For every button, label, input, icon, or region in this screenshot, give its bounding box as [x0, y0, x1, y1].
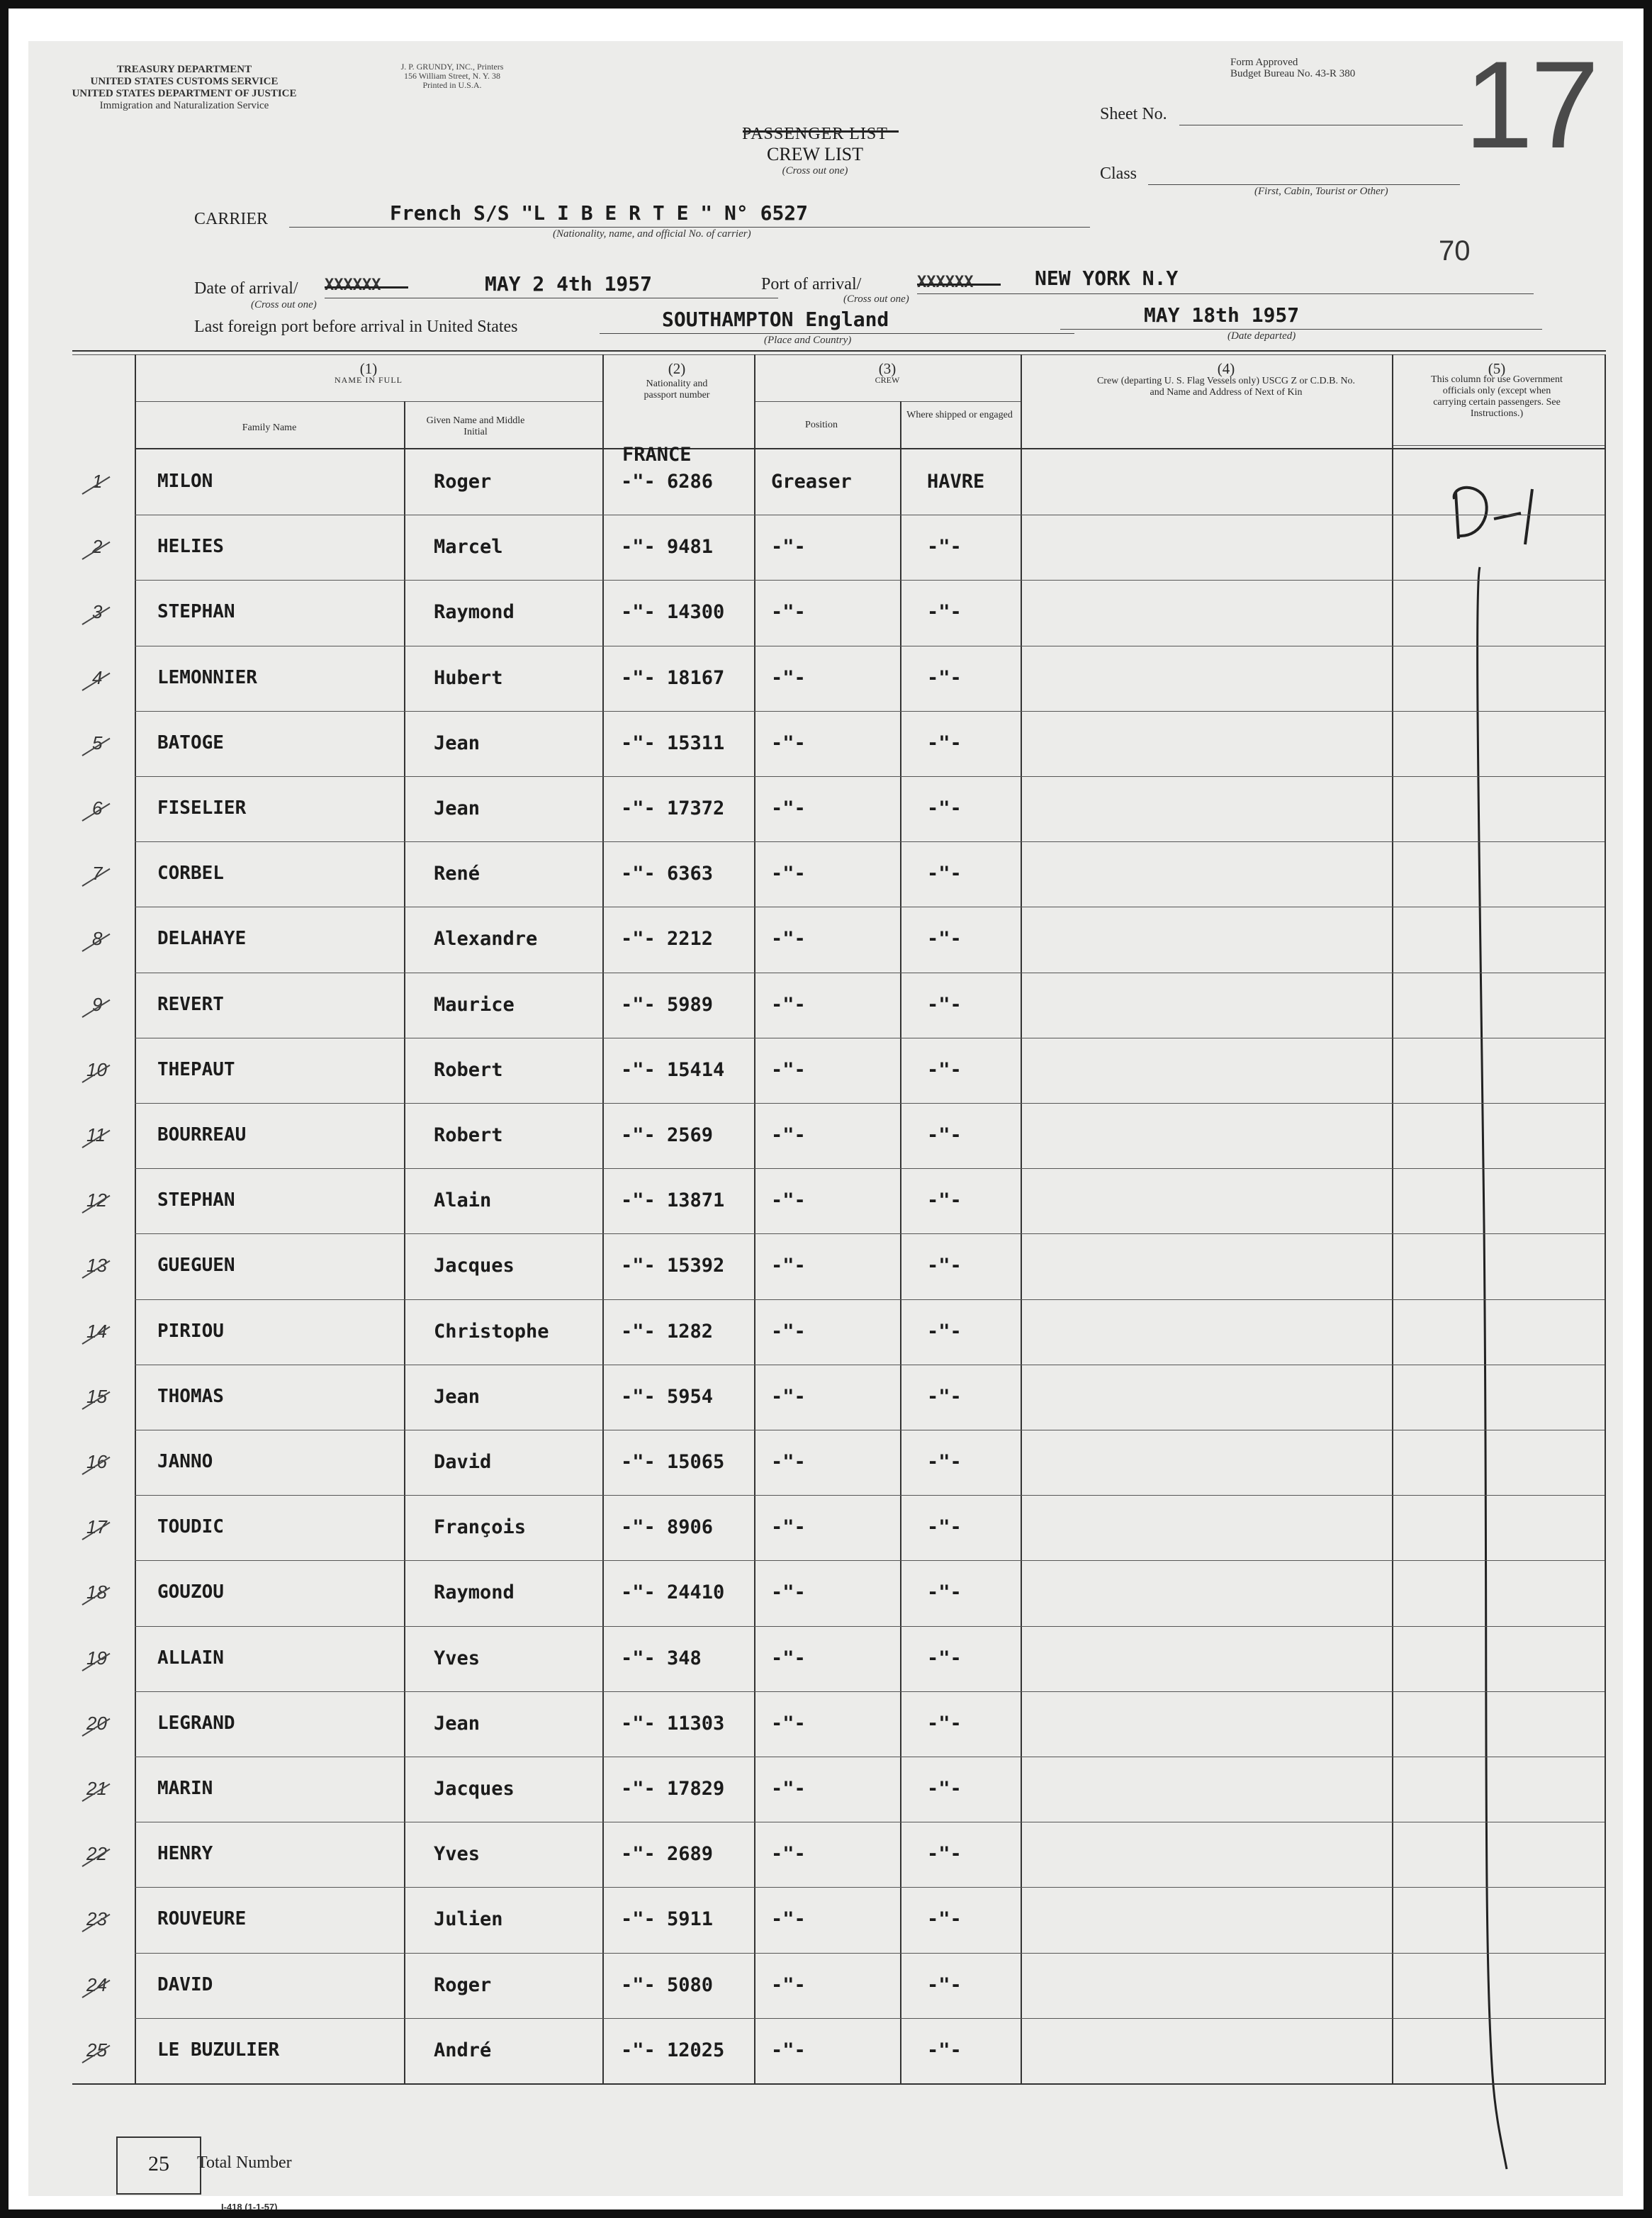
class-rule — [1148, 184, 1460, 185]
family-name-header: Family Name — [242, 422, 297, 433]
column-divider — [1392, 354, 1393, 2083]
form-approved-line: Budget Bureau No. 43-R 380 — [1230, 68, 1356, 79]
cell-given: Yves — [434, 1647, 481, 1669]
column-divider — [900, 401, 901, 2083]
row-number: 18 — [86, 1581, 107, 1603]
cell-passport: -"- 13871 — [621, 1189, 725, 1212]
row-number: 6 — [92, 797, 103, 819]
col1-title: NAME IN FULL — [335, 375, 403, 385]
carrier-rule — [289, 227, 1090, 228]
cell-given: Jacques — [434, 1778, 515, 1800]
cell-family: HELIES — [157, 536, 224, 558]
cell-given: Marcel — [434, 536, 503, 559]
cell-position: -"- — [771, 993, 806, 1016]
table-bottom-rule — [72, 2083, 1606, 2085]
cell-position: -"- — [771, 1124, 806, 1146]
cell-passport: -"- 17372 — [621, 797, 725, 819]
port-arrival-label: Port of arrival/ — [761, 275, 862, 293]
row-number: 24 — [86, 1973, 107, 1995]
row-divider — [135, 1691, 1605, 1692]
row-number: 11 — [86, 1124, 106, 1146]
column-divider — [1021, 354, 1022, 2083]
class-caption: (First, Cabin, Tourist or Other) — [1254, 186, 1388, 197]
cell-passport: -"- 2569 — [621, 1124, 714, 1146]
col3-title: CREW — [875, 375, 900, 385]
cell-given: Jean — [434, 1712, 481, 1735]
cell-passport: -"- 9481 — [621, 536, 714, 559]
table-top-rule — [72, 354, 1606, 355]
row-number: 15 — [86, 1385, 107, 1407]
row-divider — [135, 1626, 1605, 1627]
row-divider — [135, 1233, 1605, 1234]
cell-shipped: -"- — [927, 1320, 962, 1343]
cell-family: MILON — [157, 471, 213, 492]
printer-line: 156 William Street, N. Y. 38 — [404, 71, 500, 81]
cell-family: DAVID — [157, 1973, 213, 1995]
agency-line: UNITED STATES CUSTOMS SERVICE — [90, 76, 279, 87]
cell-shipped: HAVRE — [927, 471, 985, 493]
list-type-struck: PASSENGER LIST — [742, 125, 888, 143]
departed-rule — [1060, 329, 1542, 330]
cell-shipped: -"- — [927, 863, 962, 885]
column-divider — [602, 354, 604, 2083]
agency-line: UNITED STATES DEPARTMENT OF JUSTICE — [72, 88, 297, 99]
total-box — [116, 2136, 201, 2195]
cell-position: -"- — [771, 1255, 806, 1277]
cell-position: -"- — [771, 928, 806, 951]
cell-position: -"- — [771, 1451, 806, 1473]
agency-line: TREASURY DEPARTMENT — [116, 64, 252, 75]
col4-header — [1021, 360, 1432, 398]
cell-position: -"- — [771, 1843, 806, 1866]
cell-family: ROUVEURE — [157, 1908, 247, 1930]
cell-given: David — [434, 1451, 492, 1473]
page-number: 17 — [1464, 36, 1597, 174]
cell-shipped: -"- — [927, 1843, 962, 1866]
official-mark-long-line — [1478, 567, 1507, 2169]
cell-given: André — [434, 2039, 492, 2061]
cell-passport: -"- 17829 — [621, 1778, 725, 1800]
cell-given: Julien — [434, 1908, 503, 1931]
cell-passport: -"- 15311 — [621, 732, 725, 754]
form-code: I-418 (1-1-57) — [221, 2202, 278, 2212]
cell-passport: -"- 6363 — [621, 863, 714, 885]
cell-position: -"- — [771, 732, 806, 754]
col3-number: (3) — [878, 360, 897, 377]
departed-value: MAY 18th 1957 — [1144, 303, 1300, 327]
cell-family: HENRY — [157, 1843, 213, 1865]
col2-title: Nationality and passport number — [644, 379, 710, 401]
header-subrule — [754, 401, 1021, 402]
cell-position: -"- — [771, 1908, 806, 1931]
cell-passport: -"- 1282 — [621, 1320, 714, 1343]
official-mark-dash — [1494, 513, 1521, 519]
row-divider — [135, 2018, 1605, 2019]
col5-number: (5) — [1488, 360, 1506, 377]
row-number: 23 — [86, 1908, 107, 1930]
cell-given: Yves — [434, 1843, 481, 1866]
cell-passport: -"- 5989 — [621, 993, 714, 1016]
row-number: 3 — [92, 601, 103, 623]
row-number: 13 — [86, 1255, 107, 1277]
cell-passport: -"- 12025 — [621, 2039, 725, 2061]
cell-family: GOUZOU — [157, 1581, 224, 1603]
date-arrival-value: MAY 2 4th 1957 — [485, 272, 653, 296]
cell-family: ALLAIN — [157, 1647, 224, 1669]
cell-passport: -"- 6286 — [621, 471, 714, 493]
row-number: 17 — [86, 1516, 107, 1538]
port-arrival-strikethrough — [917, 284, 1001, 286]
cell-position: -"- — [771, 1058, 806, 1081]
total-value: 25 — [148, 2152, 169, 2175]
date-arrival-caption: (Cross out one) — [251, 299, 317, 310]
cell-position: -"- — [771, 1516, 806, 1539]
cell-shipped: -"- — [927, 536, 962, 559]
cell-family: JANNO — [157, 1451, 213, 1472]
cell-passport: -"- 348 — [621, 1647, 702, 1669]
carrier-value: French S/S "L I B E R T E " N° 6527 — [390, 201, 809, 225]
cell-family: PIRIOU — [157, 1320, 224, 1342]
cell-passport: -"- 15414 — [621, 1058, 725, 1081]
date-arrival-struck: XXXXXX — [325, 276, 381, 294]
cell-shipped: -"- — [927, 732, 962, 754]
row-number: 25 — [86, 2039, 107, 2061]
cell-shipped: -"- — [927, 1908, 962, 1931]
cross-out-caption: (Cross out one) — [782, 165, 848, 177]
row-divider — [135, 776, 1605, 777]
row-divider — [135, 841, 1605, 842]
col5-title: This column for use Government officials only (except when carrying certain passengers. See Instructions.) — [1431, 374, 1563, 419]
row-number: 5 — [92, 732, 103, 754]
extra-number: 70 — [1439, 235, 1471, 267]
cell-given: Jacques — [434, 1255, 515, 1277]
row-number: 2 — [92, 536, 103, 558]
date-arrival-label: Date of arrival/ — [194, 279, 298, 298]
cell-shipped: -"- — [927, 1385, 962, 1408]
cell-shipped: -"- — [927, 2039, 962, 2061]
port-arrival-value: NEW YORK N.Y — [1035, 267, 1179, 290]
cell-given: Raymond — [434, 601, 515, 624]
cell-position: -"- — [771, 1385, 806, 1408]
cell-family: STEPHAN — [157, 1189, 235, 1211]
cell-family: LEGRAND — [157, 1712, 235, 1734]
column-divider — [135, 354, 136, 2083]
cell-passport: -"- 15065 — [621, 1451, 725, 1473]
cell-position: -"- — [771, 863, 806, 885]
cell-passport: -"- 2212 — [621, 928, 714, 951]
row-number: 19 — [86, 1647, 107, 1669]
cell-passport: -"- 5954 — [621, 1385, 714, 1408]
official-mark-one — [1525, 489, 1532, 544]
column-divider — [1605, 354, 1606, 2083]
cell-given: Alexandre — [434, 928, 538, 951]
header-bottom-rule — [135, 448, 1605, 449]
row-divider — [135, 1560, 1605, 1561]
col4-title: Crew (departing U. S. Flag Vessels only) USCG Z or C.D.B. No. and Name and Address of Next of Kin — [1096, 376, 1356, 398]
column-divider — [754, 354, 755, 2083]
agency-header — [57, 64, 312, 112]
cell-passport: -"- 14300 — [621, 601, 725, 624]
cell-given: Alain — [434, 1189, 492, 1212]
cell-family: BOURREAU — [157, 1124, 247, 1146]
crew-list-form — [28, 36, 1623, 2212]
sheet-label: Sheet No. — [1100, 105, 1167, 123]
row-divider — [135, 711, 1605, 712]
printer-info — [374, 62, 530, 90]
cell-shipped: -"- — [927, 797, 962, 819]
cell-given: Roger — [434, 1973, 492, 1996]
cell-family: CORBEL — [157, 863, 224, 885]
cell-position: -"- — [771, 1712, 806, 1735]
cell-shipped: -"- — [927, 993, 962, 1016]
cell-shipped: -"- — [927, 1124, 962, 1146]
row-divider — [135, 1168, 1605, 1169]
cell-given: Raymond — [434, 1581, 515, 1604]
cell-given: Hubert — [434, 666, 503, 689]
row-number: 16 — [86, 1451, 107, 1472]
column-divider — [404, 401, 405, 2083]
row-number: 20 — [86, 1712, 107, 1734]
cell-position: -"- — [771, 1581, 806, 1604]
last-port-rule — [600, 333, 1074, 334]
row-number: 14 — [86, 1320, 107, 1342]
table-top-rule — [72, 350, 1606, 352]
col4-number: (4) — [1217, 360, 1235, 377]
cell-shipped: -"- — [927, 666, 962, 689]
cell-family: DELAHAYE — [157, 928, 247, 950]
cell-family: BATOGE — [157, 732, 224, 754]
cell-given: Jean — [434, 797, 481, 819]
last-port-caption: (Place and Country) — [764, 335, 852, 346]
cell-given: Christophe — [434, 1320, 549, 1343]
position-header: Position — [805, 420, 838, 430]
cell-family: THOMAS — [157, 1385, 224, 1407]
row-number: 1 — [92, 471, 103, 492]
cell-family: GUEGUEN — [157, 1255, 235, 1277]
agency-line: Immigration and Naturalization Service — [99, 100, 269, 111]
cell-position: -"- — [771, 601, 806, 624]
cell-shipped: -"- — [927, 1778, 962, 1800]
cell-position: -"- — [771, 536, 806, 559]
cell-passport: -"- 15392 — [621, 1255, 725, 1277]
cell-shipped: -"- — [927, 1058, 962, 1081]
cell-shipped: -"- — [927, 1189, 962, 1212]
cell-passport: -"- 2689 — [621, 1843, 714, 1866]
row-number: 22 — [86, 1843, 107, 1865]
printer-line: Printed in U.S.A. — [422, 80, 482, 90]
cell-family: LE BUZULIER — [157, 2039, 280, 2061]
col5-header — [1405, 360, 1589, 420]
cell-shipped: -"- — [927, 1516, 962, 1539]
cell-position: -"- — [771, 2039, 806, 2061]
row-divider — [135, 1953, 1605, 1954]
departed-caption: (Date departed) — [1227, 330, 1296, 342]
cell-family: THEPAUT — [157, 1058, 235, 1080]
cell-position: -"- — [771, 1647, 806, 1669]
list-type-block — [730, 125, 900, 177]
total-label: Total Number — [197, 2153, 292, 2172]
cell-passport: -"- 18167 — [621, 666, 725, 689]
cell-family: TOUDIC — [157, 1516, 224, 1538]
cell-shipped: -"- — [927, 1581, 962, 1604]
given-name-header: Given Name and Middle Initial — [426, 415, 525, 437]
cell-given: Maurice — [434, 993, 515, 1016]
cell-position: -"- — [771, 1320, 806, 1343]
cell-family: STEPHAN — [157, 601, 235, 623]
cell-family: LEMONNIER — [157, 666, 257, 688]
cell-shipped: -"- — [927, 1255, 962, 1277]
col3-header — [754, 360, 1021, 386]
col1-header — [135, 360, 602, 386]
date-arrival-strikethrough — [325, 286, 408, 289]
cell-passport: -"- 5080 — [621, 1973, 714, 1996]
form-approved — [1230, 57, 1415, 79]
where-shipped-header: Where shipped or engaged — [906, 410, 1013, 420]
cell-passport: -"- 5911 — [621, 1908, 714, 1931]
cell-position: Greaser — [771, 471, 852, 493]
cell-position: -"- — [771, 1189, 806, 1212]
printer-line: J. P. GRUNDY, INC., Printers — [400, 62, 504, 72]
cell-shipped: -"- — [927, 1647, 962, 1669]
cell-given: Robert — [434, 1058, 503, 1081]
row-number: 21 — [86, 1778, 107, 1799]
row-number: 4 — [92, 666, 103, 688]
cell-given: René — [434, 863, 481, 885]
col2-number: (2) — [668, 360, 686, 377]
cell-shipped: -"- — [927, 1712, 962, 1735]
cell-passport: -"- 24410 — [621, 1581, 725, 1604]
cell-family: FISELIER — [157, 797, 247, 819]
cell-passport: -"- 11303 — [621, 1712, 725, 1735]
cell-passport: -"- 8906 — [621, 1516, 714, 1539]
official-mark — [1415, 445, 1563, 2175]
cell-given: Robert — [434, 1124, 503, 1146]
cell-shipped: -"- — [927, 928, 962, 951]
port-arrival-struck: XXXXXX — [917, 274, 974, 291]
row-number: 9 — [92, 993, 103, 1015]
cell-given: Jean — [434, 732, 481, 754]
last-port-label: Last foreign port before arrival in United States — [194, 318, 518, 336]
class-label: Class — [1100, 164, 1137, 183]
row-divider — [135, 1887, 1605, 1888]
cell-position: -"- — [771, 1973, 806, 1996]
col1-number: (1) — [359, 360, 378, 377]
cell-shipped: -"- — [927, 1451, 962, 1473]
row-number: 7 — [92, 863, 103, 885]
header-subrule — [135, 401, 602, 402]
row-number: 12 — [86, 1189, 107, 1211]
cell-shipped: -"- — [927, 601, 962, 624]
col2-header — [602, 360, 751, 401]
row-divider — [135, 1103, 1605, 1104]
cell-position: -"- — [771, 797, 806, 819]
cell-given: Roger — [434, 471, 492, 493]
carrier-caption: (Nationality, name, and official No. of carrier) — [553, 228, 751, 240]
row-divider — [135, 1299, 1605, 1300]
carrier-label: CARRIER — [194, 210, 269, 228]
last-port-value: SOUTHAMPTON England — [662, 308, 889, 331]
row-divider — [135, 580, 1605, 581]
cell-family: MARIN — [157, 1778, 213, 1799]
list-type: CREW LIST — [766, 144, 864, 164]
cell-shipped: -"- — [927, 1973, 962, 1996]
port-rule — [917, 293, 1534, 294]
cell-given: François — [434, 1516, 527, 1539]
form-approved-line: Form Approved — [1230, 57, 1298, 68]
cell-position: -"- — [771, 666, 806, 689]
cell-family: REVERT — [157, 993, 224, 1015]
cell-given: Jean — [434, 1385, 481, 1408]
row-number: 8 — [92, 928, 103, 950]
first-row-nationality: FRANCE — [622, 444, 692, 466]
cell-position: -"- — [771, 1778, 806, 1800]
port-arrival-caption: (Cross out one) — [843, 293, 909, 305]
row-divider — [135, 1495, 1605, 1496]
row-number: 10 — [86, 1058, 107, 1080]
list-type-strikethrough — [743, 130, 899, 133]
